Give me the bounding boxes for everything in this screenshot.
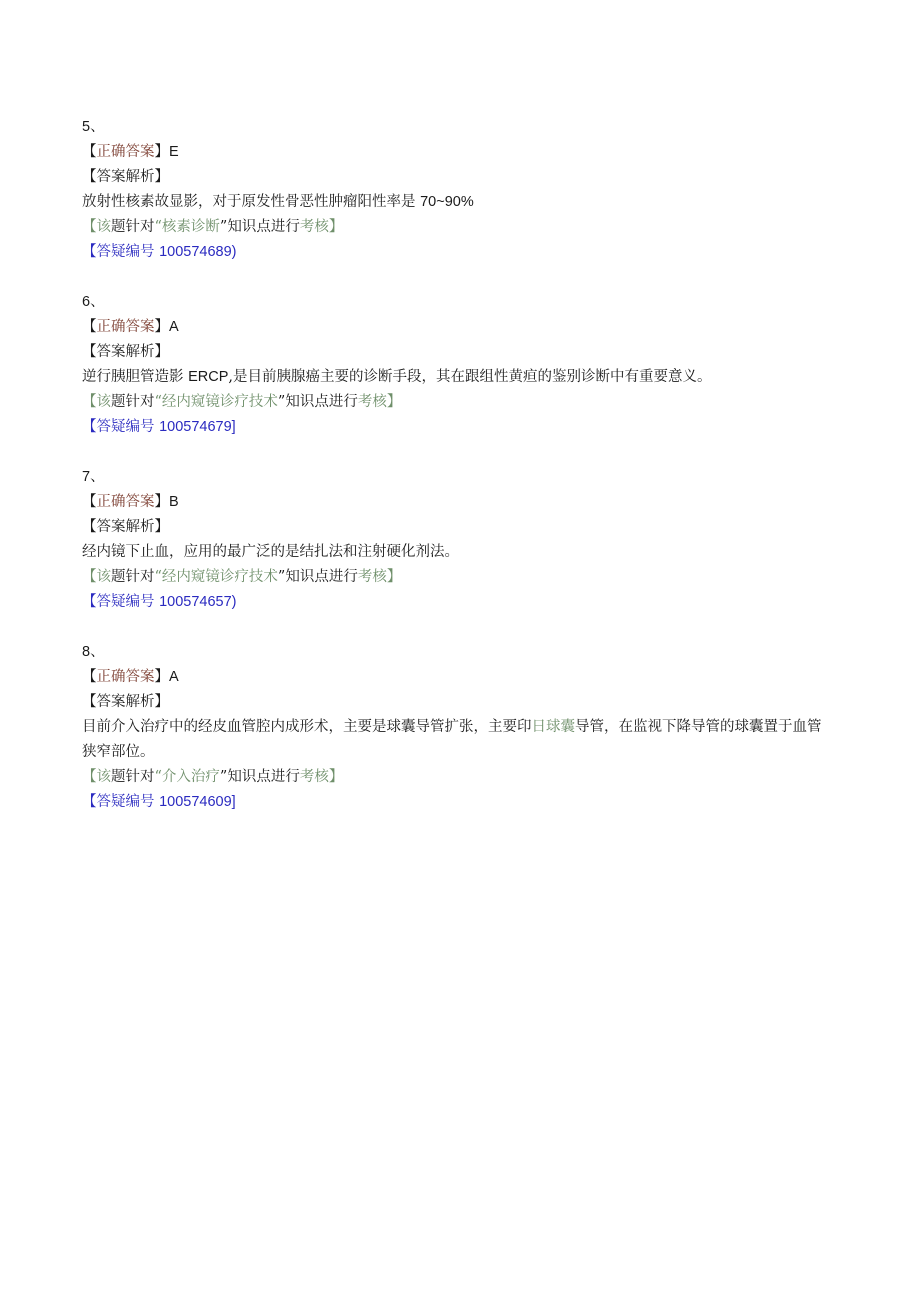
- correct-answer-label: 正确答案: [96, 319, 155, 335]
- ref-label: 【答疑编号: [82, 594, 160, 610]
- correct-answer-value: B: [169, 494, 179, 510]
- correct-answer-line: 【正确答案】A: [82, 669, 179, 685]
- question-block-6: [82, 290, 832, 440]
- analysis-label: 【答案解析】: [82, 519, 169, 535]
- topic-name: 经内窥镜诊疗技术: [161, 569, 278, 585]
- correct-answer-value: E: [169, 144, 179, 160]
- ref-label: 【答疑编号: [82, 244, 160, 260]
- ref-line: [82, 240, 832, 265]
- correct-answer-label: 正确答案: [96, 144, 155, 160]
- ref-number: 100574679]: [159, 419, 236, 435]
- analysis-text: 逆行胰胆管造影 ERCP,是目前胰腺癌主要的诊断手段，其在跟组性黄疸的鉴别诊断中有重要意义。: [82, 369, 712, 385]
- ref-label: 【答疑编号: [82, 794, 160, 810]
- question-number: 5、: [82, 119, 105, 135]
- ref-number: 100574689): [159, 244, 237, 260]
- topic-name: 介入治疗: [161, 769, 220, 785]
- topic-line: 【该题针对“介入治疗”知识点进行考核】: [82, 769, 344, 785]
- analysis-text: 放射性核素故显影，对于原发性骨恶性肿瘤阳性率是 70~90%: [82, 194, 474, 210]
- topic-name: 核素诊断: [161, 219, 220, 235]
- question-block-5: [82, 115, 832, 265]
- answer-document: [82, 115, 832, 840]
- correct-answer-line: 【正确答案】A: [82, 319, 179, 335]
- analysis-text: 经内镜下止血，应用的最广泛的是结扎法和注射硬化剂法。: [82, 544, 459, 560]
- question-block-7: [82, 465, 832, 615]
- ref-number: 100574609]: [159, 794, 236, 810]
- topic-line: 【该题针对“核素诊断”知识点进行考核】: [82, 219, 344, 235]
- analysis-label: 【答案解析】: [82, 694, 169, 710]
- question-number: 7、: [82, 469, 105, 485]
- correct-answer-value: A: [169, 669, 179, 685]
- analysis-text: 目前介入治疗中的经皮血管腔内成形术，主要是球囊导管扩张，主要印日球囊导管，在监视下降导管的球囊置于血管狭窄部位。: [82, 719, 822, 760]
- topic-name: 经内窥镜诊疗技术: [161, 394, 278, 410]
- correct-answer-label: 正确答案: [96, 669, 155, 685]
- question-number: 8、: [82, 644, 105, 660]
- ref-number: 100574657): [159, 594, 237, 610]
- ref-line: [82, 590, 832, 615]
- question-number: 6、: [82, 294, 105, 310]
- topic-line: 【该题针对“经内窥镜诊疗技术”知识点进行考核】: [82, 394, 402, 410]
- correct-answer-value: A: [169, 319, 179, 335]
- analysis-label: 【答案解析】: [82, 344, 169, 360]
- ref-line: [82, 415, 832, 440]
- analysis-label: 【答案解析】: [82, 169, 169, 185]
- correct-answer-label: 正确答案: [96, 494, 155, 510]
- topic-line: 【该题针对“经内窥镜诊疗技术”知识点进行考核】: [82, 569, 402, 585]
- ref-label: 【答疑编号: [82, 419, 160, 435]
- ref-line: [82, 790, 832, 815]
- correct-answer-line: 【正确答案】B: [82, 494, 179, 510]
- question-block-8: [82, 640, 832, 815]
- correct-answer-line: 【正确答案】E: [82, 144, 179, 160]
